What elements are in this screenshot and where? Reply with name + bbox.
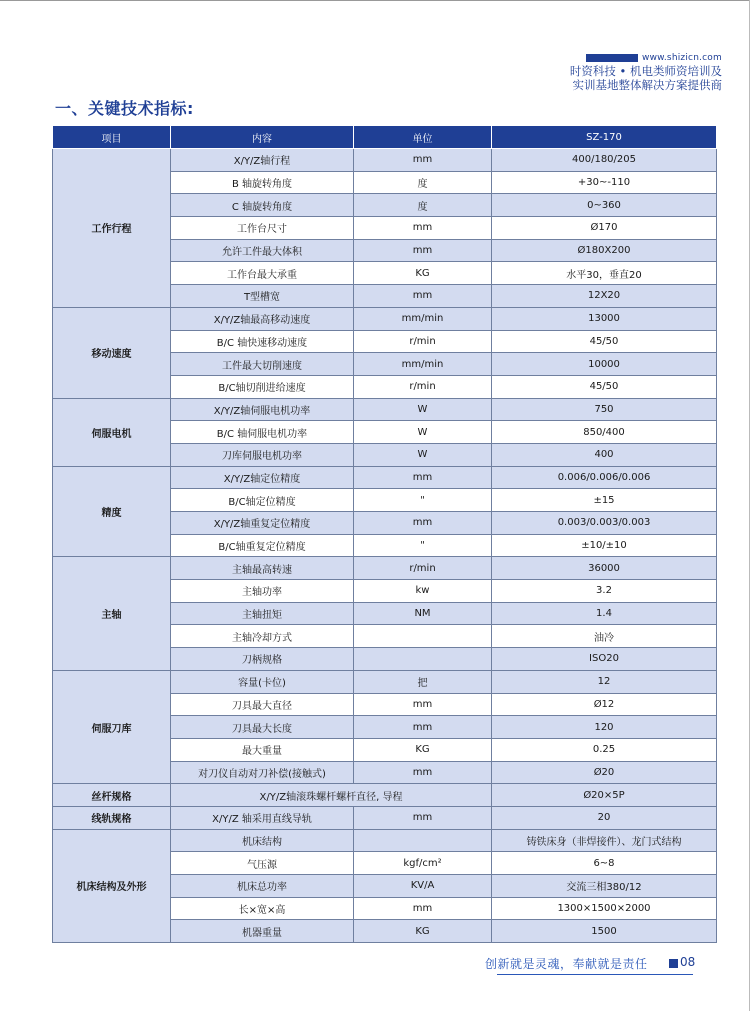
value-cell: 交流三相380/12	[492, 875, 717, 898]
item-cell: 工作台最大承重	[171, 262, 354, 285]
unit-cell: kgf/cm²	[354, 852, 492, 875]
item-cell: 刀柄规格	[171, 648, 354, 671]
item-cell: 机器重量	[171, 920, 354, 943]
category-cell: 机床结构及外形	[53, 829, 171, 942]
unit-cell: mm	[354, 239, 492, 262]
unit-cell: mm	[354, 217, 492, 240]
brand-url-row	[570, 52, 722, 64]
value-cell: Ø180X200	[492, 239, 717, 262]
unit-cell: mm	[354, 693, 492, 716]
unit-cell: W	[354, 443, 492, 466]
item-cell: B/C 轴伺服电机功率	[171, 421, 354, 444]
table-header-row	[53, 126, 717, 149]
value-cell: 0.25	[492, 738, 717, 761]
unit-cell: mm	[354, 761, 492, 784]
item-cell: 对刀仪自动对刀补偿(接触式)	[171, 761, 354, 784]
unit-cell: r/min	[354, 557, 492, 580]
spec-table	[52, 125, 717, 943]
unit-cell: mm	[354, 285, 492, 308]
table-row	[53, 829, 717, 852]
value-cell: Ø12	[492, 693, 717, 716]
unit-cell: mm	[354, 897, 492, 920]
unit-cell: mm	[354, 716, 492, 739]
brand-tagline-2: 实训基地整体解决方案提供商	[572, 78, 722, 92]
item-cell: C 轴旋转角度	[171, 194, 354, 217]
item-cell: 允许工件最大体积	[171, 239, 354, 262]
value-cell: ±15	[492, 489, 717, 512]
item-cell: B/C轴切削进给速度	[171, 375, 354, 398]
table-row	[53, 784, 717, 807]
value-cell: 45/50	[492, 330, 717, 353]
header-unit: 单位	[354, 126, 492, 149]
item-cell: B 轴旋转角度	[171, 171, 354, 194]
value-cell: 13000	[492, 307, 717, 330]
item-cell: 长×宽×高	[171, 897, 354, 920]
unit-cell: W	[354, 421, 492, 444]
header-item: 内容	[171, 126, 354, 149]
category-cell: 伺服刀库	[53, 670, 171, 783]
category-cell: 伺服电机	[53, 398, 171, 466]
table-row	[53, 149, 717, 172]
table-row	[53, 806, 717, 829]
value-cell: 1300×1500×2000	[492, 897, 717, 920]
item-cell: 主轴冷却方式	[171, 625, 354, 648]
unit-cell: mm	[354, 512, 492, 535]
unit-cell: 度	[354, 171, 492, 194]
footer-slogan: 创新就是灵魂，奉献就是责任	[485, 957, 648, 971]
table-row	[53, 670, 717, 693]
unit-cell: KG	[354, 738, 492, 761]
brand-bar	[586, 54, 638, 62]
footer-rule	[497, 974, 693, 975]
value-cell: 120	[492, 716, 717, 739]
value-cell: 3.2	[492, 580, 717, 603]
category-cell: 精度	[53, 466, 171, 557]
value-cell: 0~360	[492, 194, 717, 217]
footer-square	[669, 959, 678, 968]
spec-table-body	[53, 149, 717, 943]
table-row	[53, 398, 717, 421]
value-cell: 12X20	[492, 285, 717, 308]
brand-tagline-1: 时资科技 • 机电类师资培训及	[569, 64, 722, 78]
value-cell: 0.006/0.006/0.006	[492, 466, 717, 489]
unit-cell: r/min	[354, 330, 492, 353]
item-cell: 工件最大切削速度	[171, 353, 354, 376]
value-cell: 铸铁床身（非焊接件）、龙门式结构	[492, 829, 717, 852]
item-cell: X/Y/Z轴滚珠螺杆螺杆直径, 导程	[171, 784, 492, 807]
top-border	[0, 0, 750, 1]
item-cell: B/C轴定位精度	[171, 489, 354, 512]
table-row	[53, 466, 717, 489]
item-cell: X/Y/Z轴伺服电机功率	[171, 398, 354, 421]
unit-cell: mm	[354, 806, 492, 829]
item-cell: B/C 轴快速移动速度	[171, 330, 354, 353]
item-cell: B/C轴重复定位精度	[171, 534, 354, 557]
unit-cell: "	[354, 489, 492, 512]
item-cell: 主轴功率	[171, 580, 354, 603]
unit-cell: KV/A	[354, 875, 492, 898]
item-cell: 容量(卡位)	[171, 670, 354, 693]
unit-cell	[354, 625, 492, 648]
unit-cell: kw	[354, 580, 492, 603]
item-cell: 最大重量	[171, 738, 354, 761]
value-cell: 6~8	[492, 852, 717, 875]
value-cell: 12	[492, 670, 717, 693]
value-cell: ±10/±10	[492, 534, 717, 557]
unit-cell	[354, 648, 492, 671]
unit-cell: W	[354, 398, 492, 421]
value-cell: 400	[492, 443, 717, 466]
item-cell: 主轴扭矩	[171, 602, 354, 625]
unit-cell: KG	[354, 262, 492, 285]
unit-cell: mm/min	[354, 307, 492, 330]
category-cell: 丝杆规格	[53, 784, 171, 807]
unit-cell: NM	[354, 602, 492, 625]
page-number: 08	[680, 955, 696, 969]
item-cell: 工作台尺寸	[171, 217, 354, 240]
unit-cell: 把	[354, 670, 492, 693]
category-cell: 主轴	[53, 557, 171, 670]
item-cell: T型槽宽	[171, 285, 354, 308]
item-cell: X/Y/Z轴定位精度	[171, 466, 354, 489]
item-cell: X/Y/Z 轴采用直线导轨	[171, 806, 354, 829]
unit-cell: mm	[354, 149, 492, 172]
value-cell: Ø20	[492, 761, 717, 784]
value-cell: 850/400	[492, 421, 717, 444]
unit-cell: "	[354, 534, 492, 557]
value-cell: ISO20	[492, 648, 717, 671]
table-row	[53, 557, 717, 580]
item-cell: 刀库伺服电机功率	[171, 443, 354, 466]
value-cell: Ø170	[492, 217, 717, 240]
value-cell: 400/180/205	[492, 149, 717, 172]
value-cell: +30~-110	[492, 171, 717, 194]
value-cell: Ø20×5P	[492, 784, 717, 807]
unit-cell	[354, 829, 492, 852]
unit-cell: mm	[354, 466, 492, 489]
value-cell: 0.003/0.003/0.003	[492, 512, 717, 535]
item-cell: 气压源	[171, 852, 354, 875]
value-cell: 1.4	[492, 602, 717, 625]
value-cell: 水平30，垂直20	[492, 262, 717, 285]
value-cell: 20	[492, 806, 717, 829]
unit-cell: mm/min	[354, 353, 492, 376]
value-cell: 1500	[492, 920, 717, 943]
header-value: SZ-170	[492, 126, 717, 149]
unit-cell: r/min	[354, 375, 492, 398]
unit-cell: 度	[354, 194, 492, 217]
item-cell: X/Y/Z轴重复定位精度	[171, 512, 354, 535]
item-cell: X/Y/Z轴行程	[171, 149, 354, 172]
item-cell: 机床总功率	[171, 875, 354, 898]
value-cell: 油冷	[492, 625, 717, 648]
header-category: 项目	[53, 126, 171, 149]
value-cell: 750	[492, 398, 717, 421]
table-row	[53, 307, 717, 330]
unit-cell: KG	[354, 920, 492, 943]
value-cell: 36000	[492, 557, 717, 580]
section-title: 一、关键技术指标:	[55, 99, 194, 118]
item-cell: 主轴最高转速	[171, 557, 354, 580]
category-cell: 工作行程	[53, 149, 171, 308]
value-cell: 10000	[492, 353, 717, 376]
brand-url: www.shizicn.com	[642, 53, 722, 63]
brand-block	[570, 52, 722, 92]
value-cell: 45/50	[492, 375, 717, 398]
item-cell: 刀具最大长度	[171, 716, 354, 739]
item-cell: 刀具最大直径	[171, 693, 354, 716]
category-cell: 线轨规格	[53, 806, 171, 829]
item-cell: 机床结构	[171, 829, 354, 852]
item-cell: X/Y/Z轴最高移动速度	[171, 307, 354, 330]
category-cell: 移动速度	[53, 307, 171, 398]
